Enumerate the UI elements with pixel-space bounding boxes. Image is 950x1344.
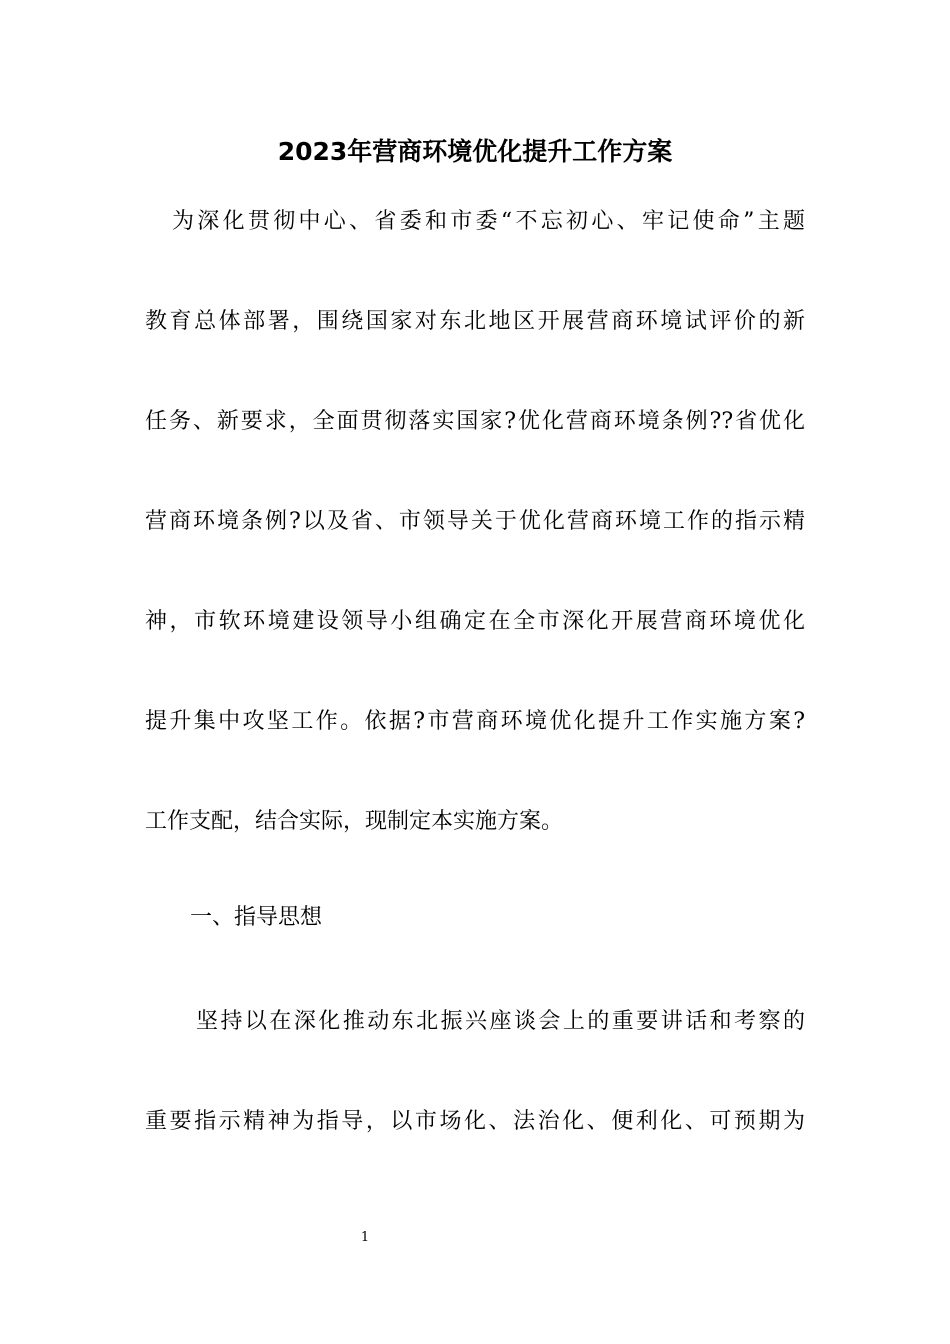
paragraph-line: 提升集中攻坚工作。依据?市营商环境优化提升工作实施方案? [145,709,805,734]
paragraph-line: 重要指示精神为指导，以市场化、法治化、便利化、可预期为 [145,1109,805,1134]
document-title: 2023年营商环境优化提升工作方案 [277,137,673,166]
page-number: 1 [360,1230,370,1245]
paragraph-line: 为深化贯彻中心、省委和市委“不忘初心、牢记使命”主题 [172,209,805,234]
paragraph-line: 营商环境条例?以及省、市领导关于优化营商环境工作的指示精 [145,509,805,534]
paragraph-line: 任务、新要求，全面贯彻落实国家?优化营商环境条例??省优化 [145,409,805,434]
section-heading: 一、指导思想 [190,905,323,930]
paragraph-line: 工作支配，结合实际，现制定本实施方案。 [145,809,564,834]
paragraph-line: 神，市软环境建设领导小组确定在全市深化开展营商环境优化 [145,609,805,634]
paragraph-line: 教育总体部署，围绕国家对东北地区开展营商环境试评价的新 [145,309,805,334]
paragraph-line: 坚持以在深化推动东北振兴座谈会上的重要讲话和考察的 [196,1009,805,1034]
